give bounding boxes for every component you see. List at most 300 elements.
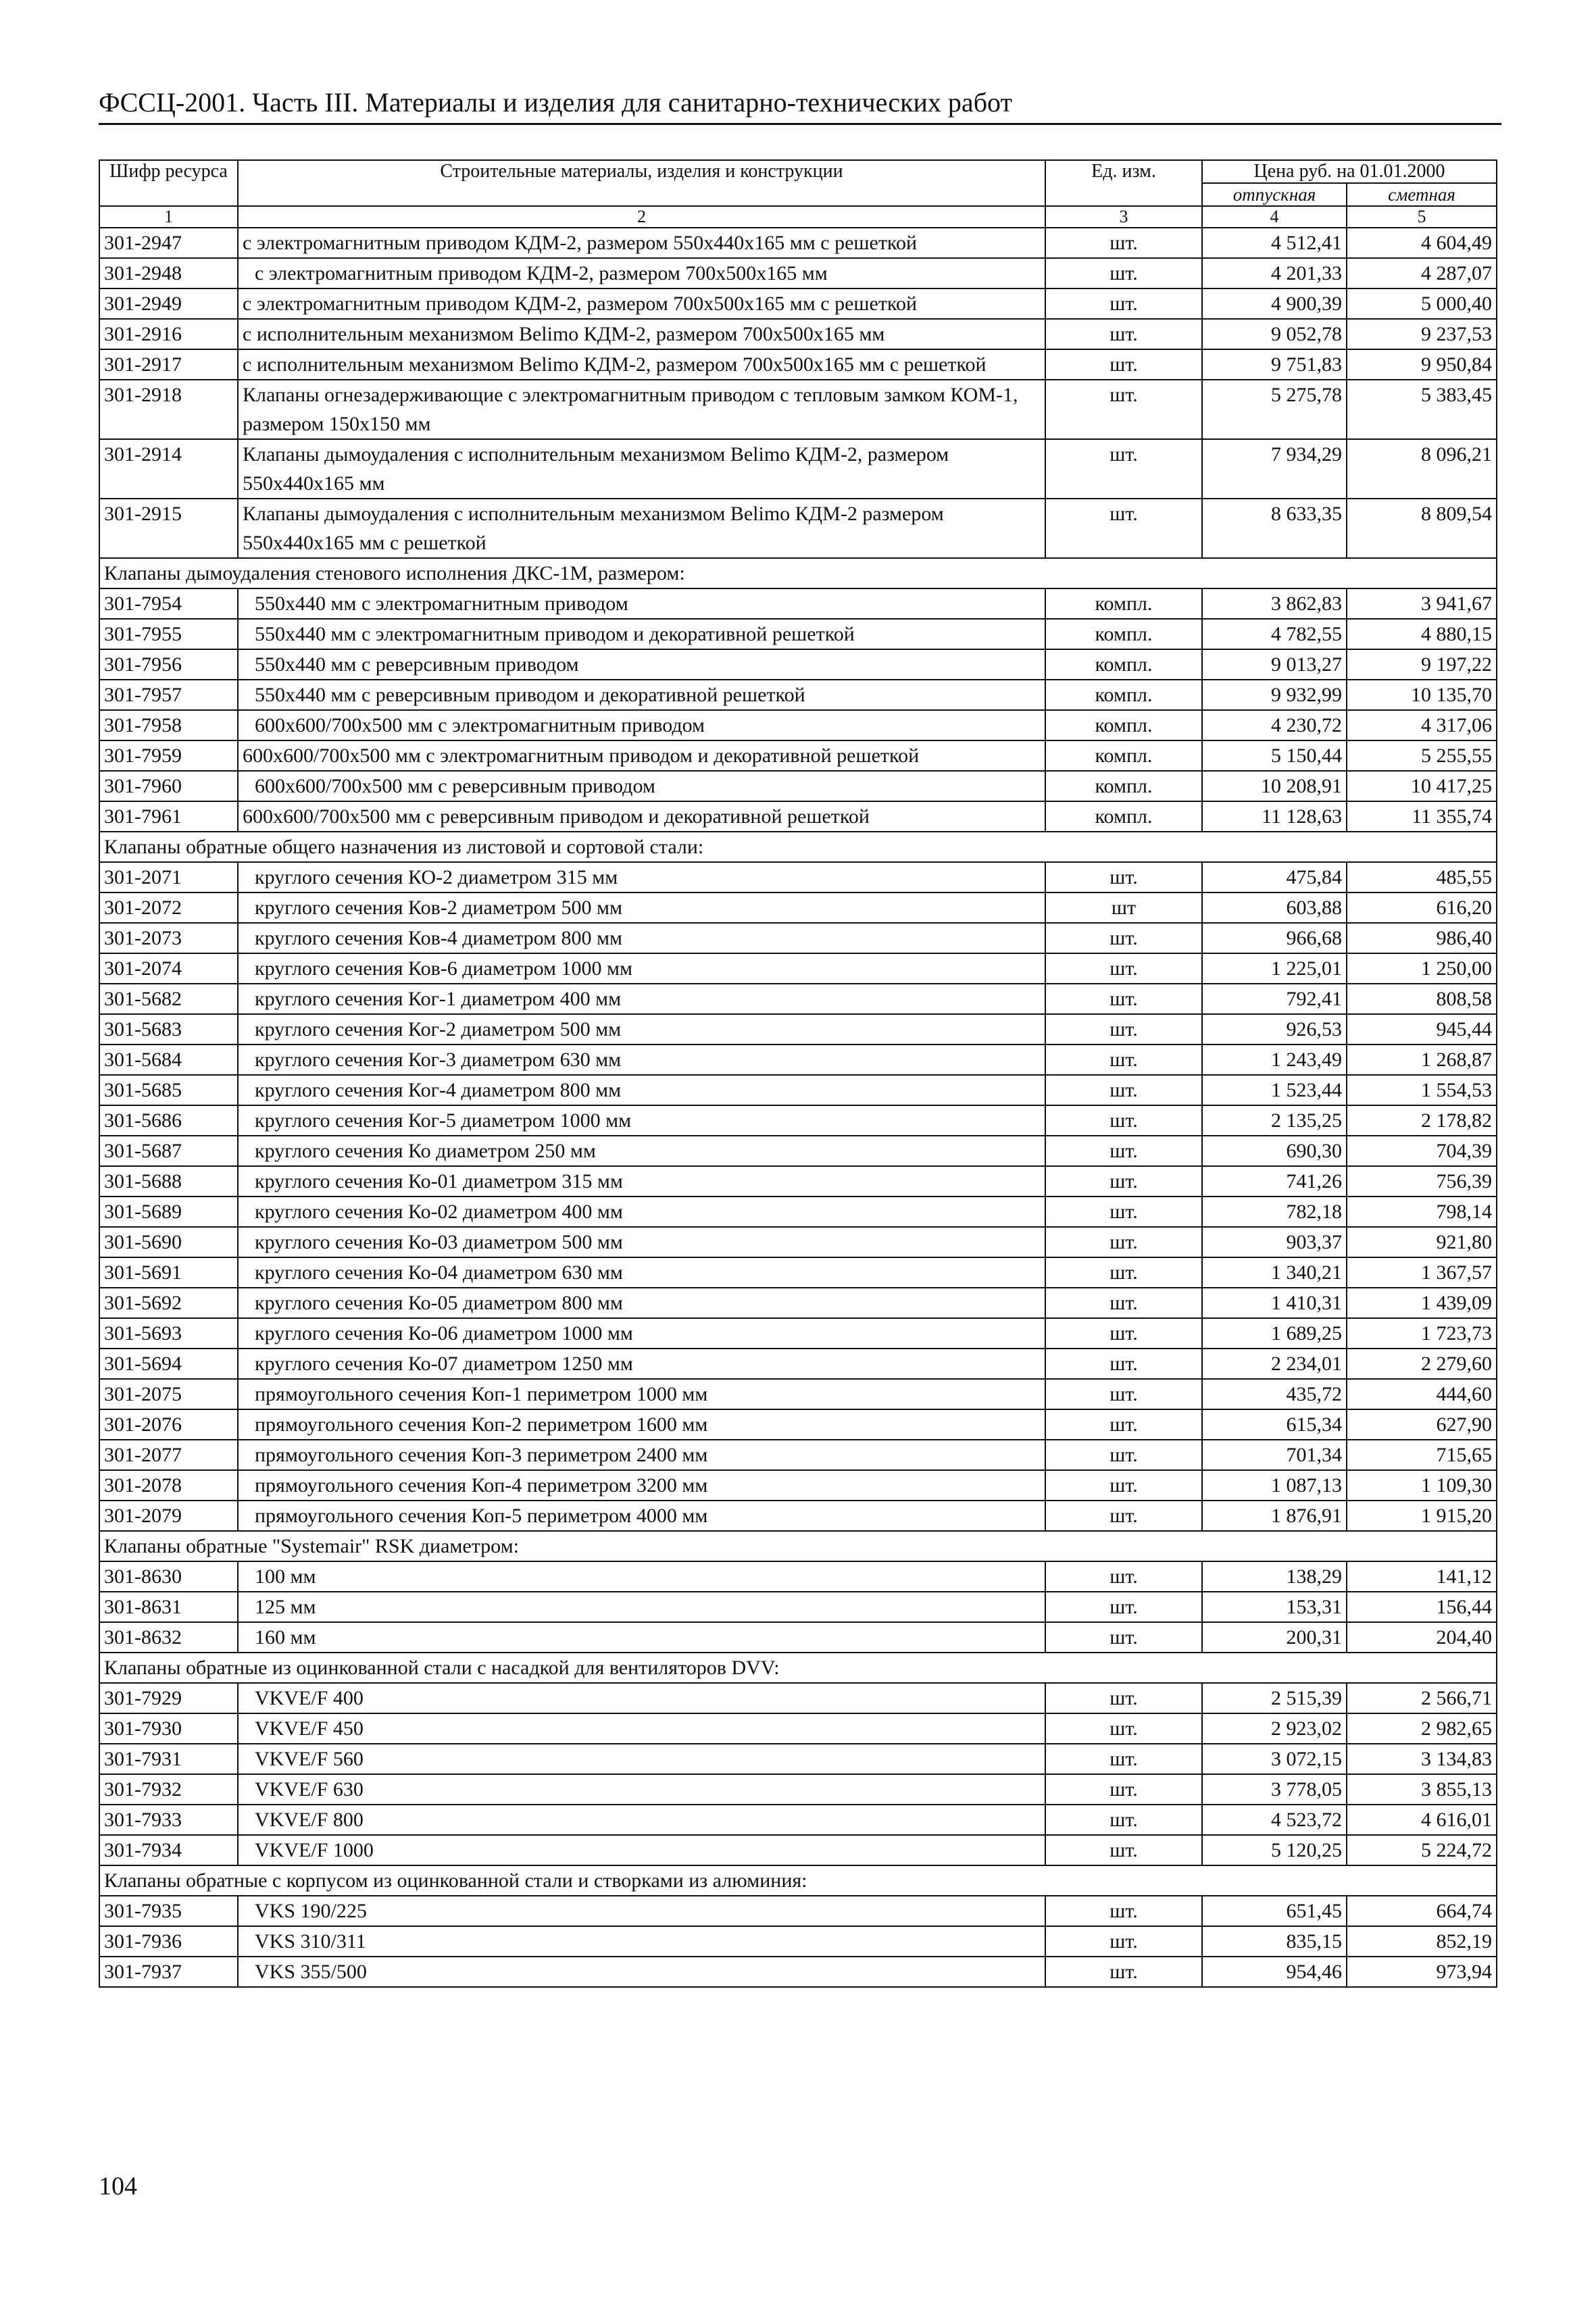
- estimate-price: 11 355,74: [1347, 801, 1497, 832]
- table-row: [99, 1288, 1497, 1318]
- release-price: 926,53: [1202, 1014, 1347, 1045]
- material-name: Клапаны дымоудаления с исполнительным механизмом Belimo КДМ-2, размером 550x440x165 мм: [238, 439, 1045, 499]
- table-row: [99, 1683, 1497, 1713]
- header-name: Строительные материалы, изделия и конструкции: [238, 160, 1045, 206]
- table-row: [99, 740, 1497, 771]
- release-price: 792,41: [1202, 984, 1347, 1014]
- estimate-price: 5 000,40: [1347, 288, 1497, 319]
- price-table: [99, 159, 1497, 1988]
- estimate-price: 9 237,53: [1347, 319, 1497, 349]
- unit: шт.: [1045, 1561, 1202, 1592]
- table-row: [99, 1805, 1497, 1835]
- release-price: 200,31: [1202, 1622, 1347, 1653]
- unit: шт.: [1045, 1592, 1202, 1622]
- table-row: [99, 1136, 1497, 1166]
- material-name: с электромагнитным приводом КДМ-2, размером 550x440x165 мм с решеткой: [238, 228, 1045, 258]
- estimate-price: 4 317,06: [1347, 710, 1497, 740]
- unit: шт.: [1045, 1805, 1202, 1835]
- material-name: круглого сечения Ког-2 диаметром 500 мм: [238, 1014, 1045, 1045]
- estimate-price: 1 915,20: [1347, 1501, 1497, 1531]
- estimate-price: 8 809,54: [1347, 499, 1497, 558]
- table-row: [99, 588, 1497, 619]
- resource-code: 301-7930: [99, 1713, 238, 1744]
- release-price: 4 900,39: [1202, 288, 1347, 319]
- estimate-price: 4 616,01: [1347, 1805, 1497, 1835]
- release-price: 3 778,05: [1202, 1774, 1347, 1805]
- unit: шт.: [1045, 1470, 1202, 1501]
- material-name: с электромагнитным приводом КДМ-2, размером 700x500x165 мм: [238, 258, 1045, 288]
- release-price: 138,29: [1202, 1561, 1347, 1592]
- header-estimate: сметная: [1347, 183, 1497, 206]
- estimate-price: 627,90: [1347, 1409, 1497, 1440]
- material-name: VKS 310/311: [238, 1926, 1045, 1957]
- material-name: с электромагнитным приводом КДМ-2, размером 700x500x165 мм с решеткой: [238, 288, 1045, 319]
- estimate-price: 10 135,70: [1347, 680, 1497, 710]
- unit: компл.: [1045, 740, 1202, 771]
- release-price: 1 523,44: [1202, 1075, 1347, 1105]
- estimate-price: 1 723,73: [1347, 1318, 1497, 1349]
- table-row: [99, 953, 1497, 984]
- table-row: [99, 228, 1497, 258]
- estimate-price: 156,44: [1347, 1592, 1497, 1622]
- resource-code: 301-8630: [99, 1561, 238, 1592]
- unit: компл.: [1045, 588, 1202, 619]
- unit: шт.: [1045, 499, 1202, 558]
- table-row: [99, 1045, 1497, 1075]
- unit: шт.: [1045, 1713, 1202, 1744]
- release-price: 603,88: [1202, 892, 1347, 923]
- unit: компл.: [1045, 710, 1202, 740]
- title-rule: [99, 123, 1501, 125]
- estimate-price: 945,44: [1347, 1014, 1497, 1045]
- table-row: [99, 1257, 1497, 1288]
- header-code: Шифр ресурса: [99, 160, 238, 206]
- resource-code: 301-2915: [99, 499, 238, 558]
- table-row: [99, 1561, 1497, 1592]
- col-number: 4: [1202, 206, 1347, 228]
- resource-code: 301-2914: [99, 439, 238, 499]
- unit: шт.: [1045, 1501, 1202, 1531]
- unit: шт: [1045, 892, 1202, 923]
- release-price: 4 512,41: [1202, 228, 1347, 258]
- material-name: 600x600/700x500 мм с электромагнитным приводом: [238, 710, 1045, 740]
- estimate-price: 9 950,84: [1347, 349, 1497, 380]
- header-release: отпускная: [1202, 183, 1347, 206]
- resource-code: 301-5689: [99, 1197, 238, 1227]
- resource-code: 301-2947: [99, 228, 238, 258]
- release-price: 4 201,33: [1202, 258, 1347, 288]
- unit: шт.: [1045, 1075, 1202, 1105]
- resource-code: 301-7937: [99, 1957, 238, 1987]
- unit: компл.: [1045, 801, 1202, 832]
- release-price: 1 243,49: [1202, 1045, 1347, 1075]
- table-row: [99, 619, 1497, 649]
- material-name: прямоугольного сечения Коп-3 периметром 2400 мм: [238, 1440, 1045, 1470]
- resource-code: 301-5691: [99, 1257, 238, 1288]
- material-name: Клапаны дымоудаления с исполнительным механизмом Belimo КДМ-2 размером 550x440x165 мм с решеткой: [238, 499, 1045, 558]
- release-price: 9 932,99: [1202, 680, 1347, 710]
- estimate-price: 485,55: [1347, 862, 1497, 892]
- estimate-price: 444,60: [1347, 1379, 1497, 1409]
- unit: шт.: [1045, 319, 1202, 349]
- resource-code: 301-2073: [99, 923, 238, 953]
- estimate-price: 921,80: [1347, 1227, 1497, 1257]
- table-row: [99, 1014, 1497, 1045]
- unit: шт.: [1045, 1318, 1202, 1349]
- unit: шт.: [1045, 1288, 1202, 1318]
- unit: компл.: [1045, 771, 1202, 801]
- resource-code: 301-7954: [99, 588, 238, 619]
- section-title: Клапаны обратные общего назначения из листовой и сортовой стали:: [99, 832, 1497, 862]
- section-row: [99, 1865, 1497, 1896]
- material-name: VKVE/F 400: [238, 1683, 1045, 1713]
- resource-code: 301-5693: [99, 1318, 238, 1349]
- table-row: [99, 380, 1497, 439]
- material-name: круглого сечения Ког-1 диаметром 400 мм: [238, 984, 1045, 1014]
- estimate-price: 3 134,83: [1347, 1744, 1497, 1774]
- material-name: 100 мм: [238, 1561, 1045, 1592]
- unit: шт.: [1045, 984, 1202, 1014]
- resource-code: 301-2917: [99, 349, 238, 380]
- unit: компл.: [1045, 649, 1202, 680]
- table-row: [99, 1470, 1497, 1501]
- release-price: 835,15: [1202, 1926, 1347, 1957]
- section-row: [99, 1653, 1497, 1683]
- release-price: 4 782,55: [1202, 619, 1347, 649]
- table-row: [99, 258, 1497, 288]
- estimate-price: 5 255,55: [1347, 740, 1497, 771]
- resource-code: 301-2079: [99, 1501, 238, 1531]
- resource-code: 301-2916: [99, 319, 238, 349]
- estimate-price: 9 197,22: [1347, 649, 1497, 680]
- estimate-price: 1 367,57: [1347, 1257, 1497, 1288]
- release-price: 3 862,83: [1202, 588, 1347, 619]
- material-name: 600x600/700x500 мм с реверсивным приводом и декоративной решеткой: [238, 801, 1045, 832]
- table-row: [99, 984, 1497, 1014]
- release-price: 7 934,29: [1202, 439, 1347, 499]
- table-row: [99, 1105, 1497, 1136]
- material-name: круглого сечения Ко-02 диаметром 400 мм: [238, 1197, 1045, 1227]
- release-price: 782,18: [1202, 1197, 1347, 1227]
- resource-code: 301-7935: [99, 1896, 238, 1926]
- estimate-price: 10 417,25: [1347, 771, 1497, 801]
- table-row: [99, 349, 1497, 380]
- material-name: VKS 355/500: [238, 1957, 1045, 1987]
- unit: шт.: [1045, 1014, 1202, 1045]
- release-price: 10 208,91: [1202, 771, 1347, 801]
- unit: шт.: [1045, 1105, 1202, 1136]
- resource-code: 301-2072: [99, 892, 238, 923]
- release-price: 2 234,01: [1202, 1349, 1347, 1379]
- material-name: круглого сечения Ко-07 диаметром 1250 мм: [238, 1349, 1045, 1379]
- table-row: [99, 1379, 1497, 1409]
- material-name: круглого сечения Ко-03 диаметром 500 мм: [238, 1227, 1045, 1257]
- table-row: [99, 288, 1497, 319]
- resource-code: 301-2071: [99, 862, 238, 892]
- unit: шт.: [1045, 1227, 1202, 1257]
- estimate-price: 141,12: [1347, 1561, 1497, 1592]
- material-name: с исполнительным механизмом Belimo КДМ-2, размером 700x500x165 мм: [238, 319, 1045, 349]
- resource-code: 301-8632: [99, 1622, 238, 1653]
- material-name: круглого сечения Ко-04 диаметром 630 мм: [238, 1257, 1045, 1288]
- estimate-price: 4 880,15: [1347, 619, 1497, 649]
- material-name: прямоугольного сечения Коп-4 периметром 3200 мм: [238, 1470, 1045, 1501]
- unit: шт.: [1045, 1926, 1202, 1957]
- section-row: [99, 558, 1497, 588]
- estimate-price: 664,74: [1347, 1896, 1497, 1926]
- table-row: [99, 649, 1497, 680]
- table-row: [99, 1166, 1497, 1197]
- table-row: [99, 771, 1497, 801]
- release-price: 1 225,01: [1202, 953, 1347, 984]
- material-name: круглого сечения Ког-5 диаметром 1000 мм: [238, 1105, 1045, 1136]
- resource-code: 301-5683: [99, 1014, 238, 1045]
- estimate-price: 1 250,00: [1347, 953, 1497, 984]
- estimate-price: 5 383,45: [1347, 380, 1497, 439]
- resource-code: 301-7961: [99, 801, 238, 832]
- release-price: 9 013,27: [1202, 649, 1347, 680]
- estimate-price: 1 554,53: [1347, 1075, 1497, 1105]
- table-row: [99, 1957, 1497, 1987]
- release-price: 903,37: [1202, 1227, 1347, 1257]
- estimate-price: 616,20: [1347, 892, 1497, 923]
- estimate-price: 2 178,82: [1347, 1105, 1497, 1136]
- release-price: 3 072,15: [1202, 1744, 1347, 1774]
- resource-code: 301-2075: [99, 1379, 238, 1409]
- material-name: VKVE/F 800: [238, 1805, 1045, 1835]
- resource-code: 301-5688: [99, 1166, 238, 1197]
- col-number: 3: [1045, 206, 1202, 228]
- resource-code: 301-7929: [99, 1683, 238, 1713]
- table-row: [99, 1622, 1497, 1653]
- resource-code: 301-2918: [99, 380, 238, 439]
- unit: шт.: [1045, 1045, 1202, 1075]
- estimate-price: 986,40: [1347, 923, 1497, 953]
- release-price: 2 515,39: [1202, 1683, 1347, 1713]
- release-price: 701,34: [1202, 1440, 1347, 1470]
- unit: шт.: [1045, 1166, 1202, 1197]
- unit: шт.: [1045, 862, 1202, 892]
- resource-code: 301-7931: [99, 1744, 238, 1774]
- unit: шт.: [1045, 1622, 1202, 1653]
- material-name: прямоугольного сечения Коп-5 периметром 4000 мм: [238, 1501, 1045, 1531]
- material-name: круглого сечения Ков-4 диаметром 800 мм: [238, 923, 1045, 953]
- table-row: [99, 1774, 1497, 1805]
- table-row: [99, 1409, 1497, 1440]
- unit: шт.: [1045, 349, 1202, 380]
- table-row: [99, 1744, 1497, 1774]
- release-price: 475,84: [1202, 862, 1347, 892]
- unit: шт.: [1045, 228, 1202, 258]
- resource-code: 301-2076: [99, 1409, 238, 1440]
- table-row: [99, 710, 1497, 740]
- estimate-price: 1 439,09: [1347, 1288, 1497, 1318]
- unit: компл.: [1045, 680, 1202, 710]
- table-row: [99, 923, 1497, 953]
- estimate-price: 204,40: [1347, 1622, 1497, 1653]
- unit: шт.: [1045, 258, 1202, 288]
- material-name: Клапаны огнезадерживающие с электромагнитным приводом с тепловым замком КОМ-1, размером 150x150 мм: [238, 380, 1045, 439]
- release-price: 1 876,91: [1202, 1501, 1347, 1531]
- estimate-price: 3 855,13: [1347, 1774, 1497, 1805]
- unit: шт.: [1045, 1683, 1202, 1713]
- release-price: 5 150,44: [1202, 740, 1347, 771]
- release-price: 690,30: [1202, 1136, 1347, 1166]
- resource-code: 301-7932: [99, 1774, 238, 1805]
- unit: шт.: [1045, 439, 1202, 499]
- material-name: прямоугольного сечения Коп-1 периметром 1000 мм: [238, 1379, 1045, 1409]
- resource-code: 301-7936: [99, 1926, 238, 1957]
- resource-code: 301-2074: [99, 953, 238, 984]
- estimate-price: 4 287,07: [1347, 258, 1497, 288]
- resource-code: 301-5690: [99, 1227, 238, 1257]
- table-row: [99, 439, 1497, 499]
- col-number: 1: [99, 206, 238, 228]
- table-row: [99, 1713, 1497, 1744]
- release-price: 1 689,25: [1202, 1318, 1347, 1349]
- release-price: 153,31: [1202, 1592, 1347, 1622]
- release-price: 5 120,25: [1202, 1835, 1347, 1865]
- estimate-price: 973,94: [1347, 1957, 1497, 1987]
- release-price: 651,45: [1202, 1896, 1347, 1926]
- release-price: 2 923,02: [1202, 1713, 1347, 1744]
- header-unit: Ед. изм.: [1045, 160, 1202, 206]
- material-name: 160 мм: [238, 1622, 1045, 1653]
- resource-code: 301-5685: [99, 1075, 238, 1105]
- release-price: 5 275,78: [1202, 380, 1347, 439]
- material-name: VKVE/F 450: [238, 1713, 1045, 1744]
- resource-code: 301-5692: [99, 1288, 238, 1318]
- release-price: 1 340,21: [1202, 1257, 1347, 1288]
- unit: шт.: [1045, 288, 1202, 319]
- release-price: 1 410,31: [1202, 1288, 1347, 1318]
- table-row: [99, 319, 1497, 349]
- resource-code: 301-2078: [99, 1470, 238, 1501]
- estimate-price: 2 566,71: [1347, 1683, 1497, 1713]
- header-price: Цена руб. на 01.01.2000: [1202, 160, 1497, 183]
- estimate-price: 4 604,49: [1347, 228, 1497, 258]
- material-name: VKVE/F 560: [238, 1744, 1045, 1774]
- estimate-price: 3 941,67: [1347, 588, 1497, 619]
- release-price: 4 523,72: [1202, 1805, 1347, 1835]
- estimate-price: 2 982,65: [1347, 1713, 1497, 1744]
- material-name: 550x440 мм с реверсивным приводом: [238, 649, 1045, 680]
- resource-code: 301-7934: [99, 1835, 238, 1865]
- estimate-price: 756,39: [1347, 1166, 1497, 1197]
- table-row: [99, 892, 1497, 923]
- table-row: [99, 1440, 1497, 1470]
- material-name: круглого сечения Ко-06 диаметром 1000 мм: [238, 1318, 1045, 1349]
- material-name: VKVE/F 1000: [238, 1835, 1045, 1865]
- resource-code: 301-2948: [99, 258, 238, 288]
- resource-code: 301-5684: [99, 1045, 238, 1075]
- section-title: Клапаны дымоудаления стенового исполнения ДКС-1М, размером:: [99, 558, 1497, 588]
- unit: шт.: [1045, 1197, 1202, 1227]
- material-name: 550x440 мм с электромагнитным приводом: [238, 588, 1045, 619]
- resource-code: 301-7957: [99, 680, 238, 710]
- section-row: [99, 1531, 1497, 1561]
- table-row: [99, 1227, 1497, 1257]
- table-row: [99, 1197, 1497, 1227]
- section-row: [99, 832, 1497, 862]
- estimate-price: 5 224,72: [1347, 1835, 1497, 1865]
- release-price: 2 135,25: [1202, 1105, 1347, 1136]
- page-title: ФССЦ-2001. Часть III. Материалы и изделия для санитарно-технических работ: [99, 87, 1012, 118]
- resource-code: 301-2077: [99, 1440, 238, 1470]
- estimate-price: 798,14: [1347, 1197, 1497, 1227]
- section-title: Клапаны обратные из оцинкованной стали с насадкой для вентиляторов DVV:: [99, 1653, 1497, 1683]
- estimate-price: 715,65: [1347, 1440, 1497, 1470]
- material-name: круглого сечения Ко диаметром 250 мм: [238, 1136, 1045, 1166]
- material-name: 550x440 мм с реверсивным приводом и декоративной решеткой: [238, 680, 1045, 710]
- unit: шт.: [1045, 1409, 1202, 1440]
- resource-code: 301-7958: [99, 710, 238, 740]
- table-header: [99, 160, 1497, 228]
- unit: шт.: [1045, 1136, 1202, 1166]
- table-row: [99, 499, 1497, 558]
- estimate-price: 1 109,30: [1347, 1470, 1497, 1501]
- resource-code: 301-5694: [99, 1349, 238, 1379]
- unit: шт.: [1045, 1349, 1202, 1379]
- unit: шт.: [1045, 1257, 1202, 1288]
- resource-code: 301-2949: [99, 288, 238, 319]
- unit: шт.: [1045, 1957, 1202, 1987]
- section-title: Клапаны обратные с корпусом из оцинкованной стали и створками из алюминия:: [99, 1865, 1497, 1896]
- estimate-price: 1 268,87: [1347, 1045, 1497, 1075]
- release-price: 8 633,35: [1202, 499, 1347, 558]
- material-name: 550x440 мм с электромагнитным приводом и декоративной решеткой: [238, 619, 1045, 649]
- material-name: VKVE/F 630: [238, 1774, 1045, 1805]
- release-price: 1 087,13: [1202, 1470, 1347, 1501]
- table-body: [99, 228, 1497, 1987]
- material-name: 125 мм: [238, 1592, 1045, 1622]
- unit: шт.: [1045, 380, 1202, 439]
- table-row: [99, 680, 1497, 710]
- material-name: 600x600/700x500 мм с реверсивным приводом: [238, 771, 1045, 801]
- material-name: 600x600/700x500 мм с электромагнитным приводом и декоративной решеткой: [238, 740, 1045, 771]
- estimate-price: 704,39: [1347, 1136, 1497, 1166]
- unit: шт.: [1045, 1379, 1202, 1409]
- estimate-price: 8 096,21: [1347, 439, 1497, 499]
- table-row: [99, 1926, 1497, 1957]
- release-price: 9 751,83: [1202, 349, 1347, 380]
- material-name: прямоугольного сечения Коп-2 периметром 1600 мм: [238, 1409, 1045, 1440]
- resource-code: 301-7959: [99, 740, 238, 771]
- unit: шт.: [1045, 953, 1202, 984]
- table-row: [99, 1501, 1497, 1531]
- release-price: 11 128,63: [1202, 801, 1347, 832]
- unit: шт.: [1045, 1774, 1202, 1805]
- resource-code: 301-5682: [99, 984, 238, 1014]
- col-number: 5: [1347, 206, 1497, 228]
- estimate-price: 808,58: [1347, 984, 1497, 1014]
- material-name: круглого сечения Ког-3 диаметром 630 мм: [238, 1045, 1045, 1075]
- resource-code: 301-7933: [99, 1805, 238, 1835]
- resource-code: 301-7960: [99, 771, 238, 801]
- release-price: 954,46: [1202, 1957, 1347, 1987]
- unit: шт.: [1045, 1744, 1202, 1774]
- material-name: круглого сечения КО-2 диаметром 315 мм: [238, 862, 1045, 892]
- table-row: [99, 1592, 1497, 1622]
- material-name: круглого сечения Ко-01 диаметром 315 мм: [238, 1166, 1045, 1197]
- resource-code: 301-5686: [99, 1105, 238, 1136]
- estimate-price: 2 279,60: [1347, 1349, 1497, 1379]
- table-row: [99, 1349, 1497, 1379]
- release-price: 4 230,72: [1202, 710, 1347, 740]
- table-row: [99, 1896, 1497, 1926]
- resource-code: 301-8631: [99, 1592, 238, 1622]
- unit: шт.: [1045, 1835, 1202, 1865]
